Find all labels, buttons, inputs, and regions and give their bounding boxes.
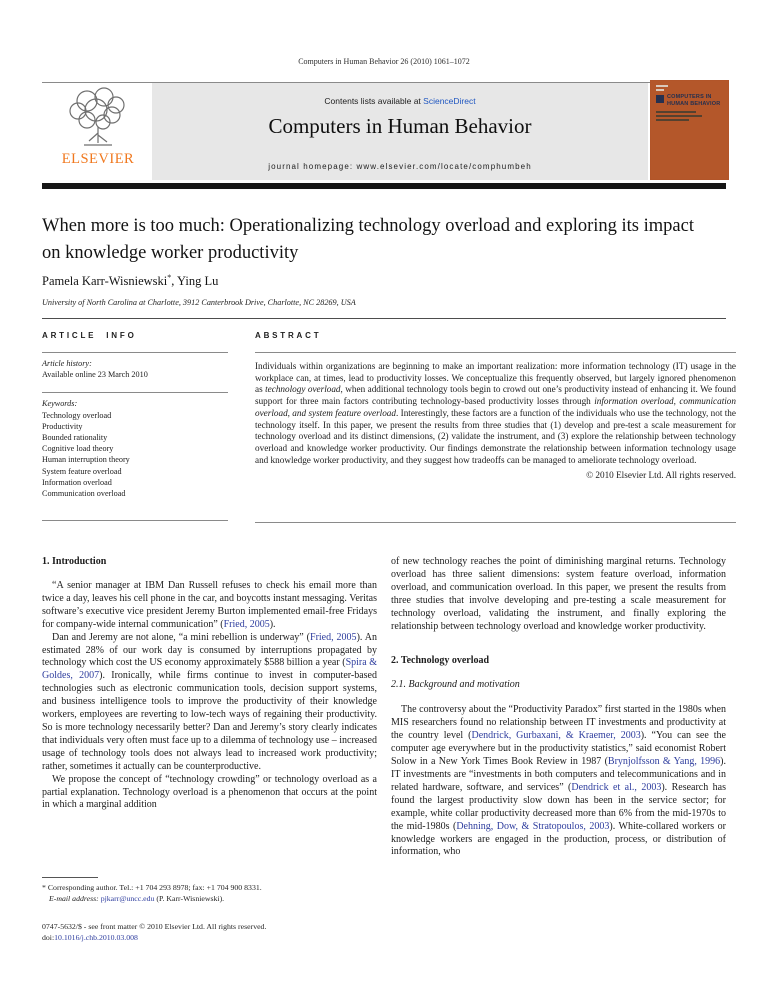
text-segment: information overload, communication overload, and system feature overload (255, 396, 736, 418)
keyword-item: Communication overload (42, 489, 126, 499)
body-column-right (391, 556, 726, 859)
text-link[interactable]: Fried, 2005 (223, 618, 270, 630)
keyword-item: Technology overload (42, 410, 112, 420)
imprint-block (42, 922, 377, 943)
text-link[interactable]: Dendrick et al., 2003 (571, 781, 662, 793)
footnote-block (42, 877, 377, 904)
title-block-divider (42, 318, 726, 319)
journal-cover-thumbnail[interactable] (650, 80, 729, 180)
text-link[interactable]: 10.1016/j.chb.2010.03.008 (54, 932, 138, 942)
keyword-item: Cognitive load theory (42, 444, 114, 454)
text-link[interactable]: Brynjolfsson & Yang, 1996 (607, 756, 721, 768)
issn-line: 0747-5632/$ - see front matter © 2010 Elsevier Ltd. All rights reserved. (42, 922, 267, 931)
text-segment: “A senior manager at IBM Dan Russell refuses to check his email more than twice a day, leaves his cell phone in the car, and boycotts instant messaging. Veritas software’s executive vice president Jeremy Burton implemented email-free Fridays for company-wide internal communication” ( (42, 580, 377, 630)
affiliation: University of North Carolina at Charlotte, 3912 Canterbrook Drive, Charlotte, NC 28269, USA (42, 298, 356, 307)
text-link[interactable]: pjkarr@uncc.edu (100, 893, 155, 903)
doi-line (42, 933, 377, 944)
cover-volume-mark (656, 89, 664, 91)
text-segment: ). White-collared workers or knowledge workers are engaged in the production, process, or distribution of information, who (391, 820, 726, 858)
text-segment: We propose the concept of “technology crowding” or technology overload as a partial explanation. Technology overload is a phenomenon that occurs at the point in which a marginal addition (42, 773, 377, 811)
text-link[interactable]: Dendrick, Gurbaxani, & Kraemer, 2003 (471, 730, 641, 742)
body-column-left (42, 556, 377, 812)
abstract-section (255, 331, 736, 480)
article-title: When more is too much: Operationalizing technology overload and exploring its impact on knowledge worker productivity (42, 216, 694, 263)
text-segment: ). (269, 618, 276, 630)
cover-logo-icon (656, 95, 664, 103)
text-link[interactable]: ScienceDirect (423, 96, 476, 106)
elsevier-logo[interactable] (46, 86, 150, 168)
article-info-bottom-divider (42, 520, 228, 521)
text-segment: ). Research has found the largest productivity slow down has been in the service sector; for example, white collar productivity decreased more than 6% from the mid-1970s to the mid-1980s ( (391, 781, 726, 832)
keyword-item: Productivity (42, 421, 83, 431)
section-heading-introduction: 1. Introduction (42, 556, 107, 567)
text-link[interactable]: Fried, 2005 (310, 631, 357, 643)
article-history-block (42, 352, 228, 380)
elsevier-wordmark: ELSEVIER (61, 151, 135, 167)
text-segment: (P. Karr-Wisniewski). (154, 893, 225, 903)
text-segment: of new technology reaches the point of diminishing marginal returns. Technology overload has three salient dimensions: system feature overload, information overload, and communication overload. In this paper, we present the results from three studies that involve developing and pre-testing a scale measurement for technology overload, validating the instrument, and finally exploring the relationship between technology overload and knowledge worker productivity. (391, 556, 726, 632)
text-link[interactable]: Dehning, Dow, & Stratopoulos, 2003 (456, 820, 610, 832)
text-segment: ). An estimated 28% of our work day is consumed by interruptions propagated by technology which cost the US economy approximately $588 billion a year ( (42, 631, 377, 669)
abstract-text (255, 352, 736, 466)
abstract-bottom-divider (255, 522, 736, 523)
paragraph (42, 632, 377, 774)
text-segment: . Interestingly, these factors are a function of the individuals who use the technology, not the technology itself. In this paper, we present the results from three studies that (1) develop and pre-test a scale measurement for technology overload and its distinct dimensions, (2) validate the instrument, and (3) explore the relationship between technology overload and knowledge worker productivity. Our findings demonstrate the relationship between information technology usage and knowledge worker productivity, and they suggest how tradeoffs can be managed to ameliorate technology overload. (255, 407, 736, 465)
keyword-item: Human interruption theory (42, 455, 130, 465)
text-segment: technology overload (265, 384, 341, 395)
paragraph (391, 556, 726, 633)
abstract-heading: ABSTRACT (255, 331, 322, 340)
cover-text-lines (656, 111, 723, 121)
keywords-list (42, 410, 228, 500)
subsection-heading-background: 2.1. Background and motivation (391, 679, 520, 691)
footnote-rule (42, 877, 98, 878)
keywords-block (42, 392, 228, 499)
cover-title-line: HUMAN BEHAVIOR (667, 100, 721, 107)
keyword-item: System feature overload (42, 466, 122, 476)
history-label: Article history: (42, 359, 92, 368)
text-segment: , when additional technology tools begin to crowd out one’s productivity instead of enhancing it. We found support for three main factors contributing technology-based productivity losses through (255, 384, 737, 407)
text-segment: doi: (42, 932, 55, 942)
journal-homepage-link[interactable]: journal homepage: www.elsevier.com/locate/comphumbeh (268, 162, 532, 171)
email-note (42, 894, 377, 905)
article-info-heading: ARTICLE INFO (42, 331, 137, 340)
author-name-2: , Ying Lu (171, 274, 219, 289)
text-link[interactable]: Spira & Goldes, 2007 (42, 657, 378, 682)
text-segment: The controversy about the “Productivity Paradox” first started in the 1980s when MIS researchers found no relationship between IT investments and productivity at the country level ( (391, 704, 726, 742)
text-segment: Individuals within organizations are beginning to make an important realization: more information technology (IT) usage in the workplace can, at times, lead to productivity losses. We conceptualize this frequently observed, but largely ignored phenomenon as (255, 361, 736, 395)
paragraph (391, 704, 726, 859)
article-info-section (42, 331, 228, 499)
history-value: Available online 23 March 2010 (42, 370, 148, 380)
elsevier-tree-icon (46, 86, 150, 152)
corresponding-author-note: * Corresponding author. Tel.: +1 704 293 8978; fax: +1 704 900 8331. (42, 883, 262, 892)
contents-line (152, 83, 648, 106)
cover-volume-mark (656, 85, 668, 87)
copyright-line: © 2010 Elsevier Ltd. All rights reserved. (586, 470, 736, 481)
text-segment: ). “You can see the computer age everywhere but in the productivity statistics,” said economist Robert Solow in a New York Times Book Review in 1987 ( (391, 730, 726, 768)
text-segment: Dan and Jeremy are not alone, “a mini rebellion is underway” ( (52, 631, 311, 643)
article-authors (42, 273, 218, 289)
running-head-citation: Computers in Human Behavior 26 (2010) 1061–1072 (298, 57, 470, 66)
keyword-item: Information overload (42, 477, 112, 487)
masthead-black-bar (42, 183, 726, 189)
corresponding-author-mark[interactable]: * (167, 273, 172, 282)
author-name-1: Pamela Karr-Wisniewski (42, 274, 168, 289)
cover-title-line: COMPUTERS IN (667, 94, 712, 100)
text-segment: E-mail address: (49, 893, 99, 903)
text-segment: Contents lists available at (324, 96, 424, 106)
section-heading-technology-overload: 2. Technology overload (391, 655, 490, 667)
journal-masthead (152, 83, 648, 180)
journal-title: Computers in Human Behavior (268, 114, 532, 138)
keyword-item: Bounded rationality (42, 433, 108, 443)
text-segment: ). IT investments are “investments in both computers and telecommunications and in related hardware, software, and services” ( (391, 756, 726, 793)
paragraph (42, 580, 377, 632)
text-segment: ). Ironically, while firms continue to invest in computer-based technologies such as electronic communication tools, decision support systems, and business intelligence tools to improve the productivity of their knowledge workers, employees are reverting to low-tech ways of regaining their productivity. So is more technology necessarily better? Dan and Jeremy’s story clearly indicates that individuals very often must face up to a dilemma of technology use – increased usage of technology tools does not always lead to increased work productivity; rather, sometimes it actually can be counterproductive. (42, 670, 377, 772)
keywords-label: Keywords: (42, 399, 78, 409)
cover-title (667, 94, 720, 107)
paragraph (42, 774, 377, 813)
